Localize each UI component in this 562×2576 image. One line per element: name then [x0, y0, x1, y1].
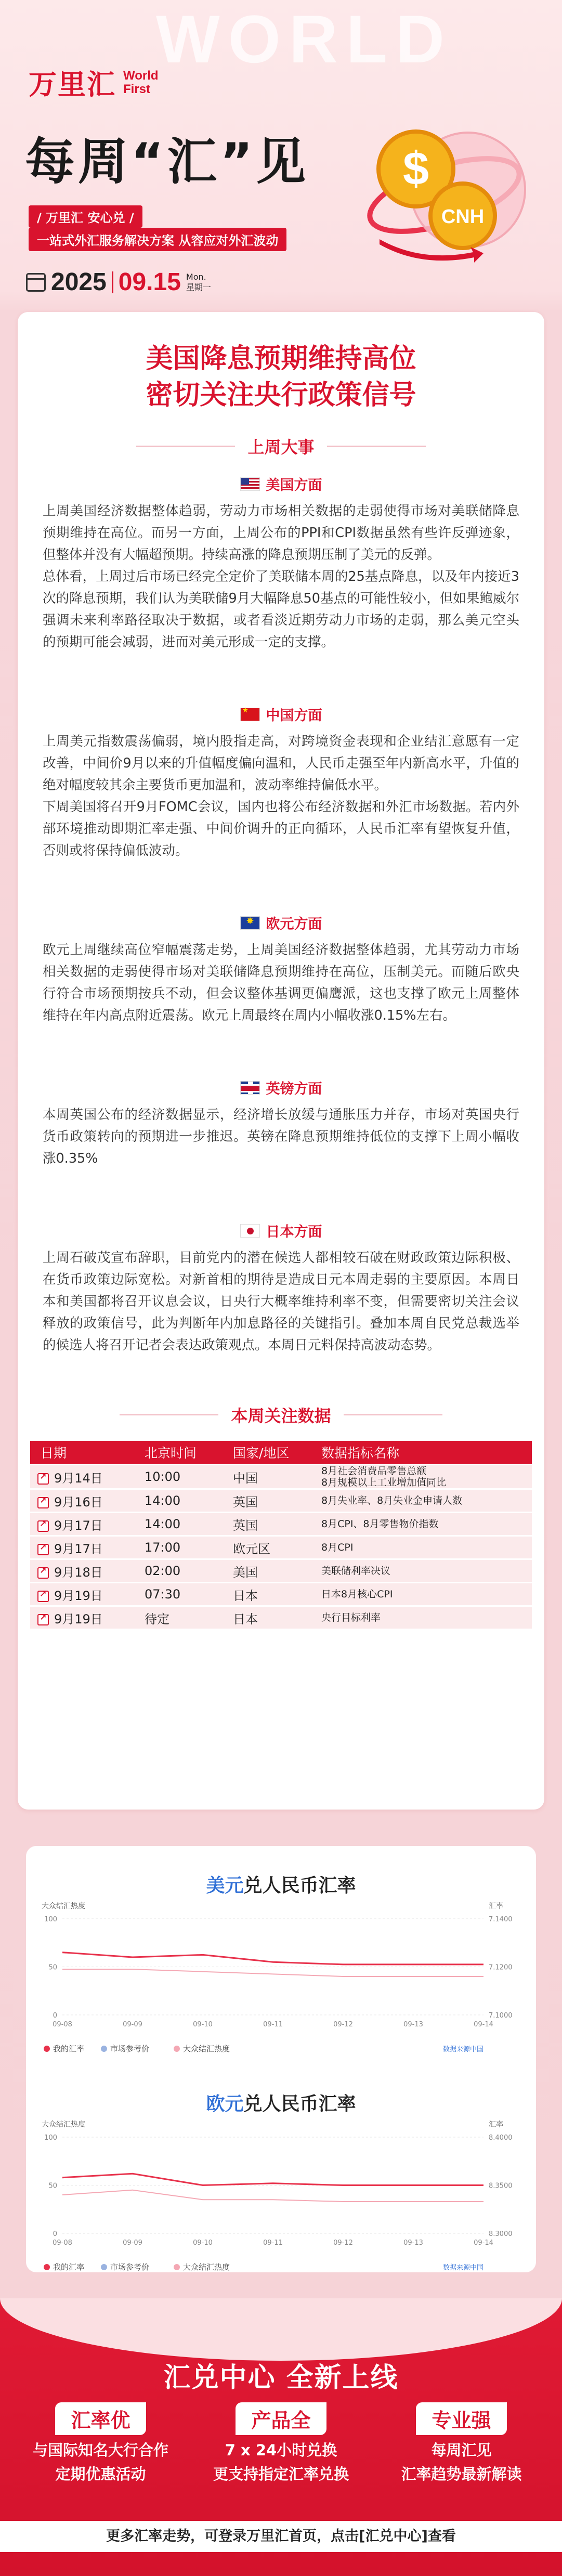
section-title-calendar: 本周关注数据	[18, 1403, 544, 1427]
x-tick-label: 09-12	[333, 2021, 353, 2028]
cn-flag-icon	[240, 708, 260, 721]
page-title: 每周“汇”见	[25, 133, 309, 191]
table-row: ↗9月17日 14:00 英国 8月CPI、8月零售物价指数	[30, 1513, 532, 1535]
region-jp: 日本方面 上周石破茂宣布辞职，目前党内的潜在候选人都相较石破在财政政策边际积极、在货币政策边际宽松。对新首相的期待是造成日元本周走弱的主要原因。本周日本和美国都将召开议息会议，日央行大概率维持利率不变，但需要密切关注会议释放的政策信号，此为判断年内加息路径的关键指引。叠加本周自民党总裁选举的候选人将召开记者会表达政策观点。本周日元料保持高波动态势。	[18, 1220, 544, 1356]
right-tick-label: 7.1200	[489, 1963, 513, 1972]
issue-date	[26, 268, 211, 296]
usd-cny-chart	[26, 1898, 536, 2064]
worldfirst-logo	[29, 62, 159, 102]
date-divider	[112, 271, 113, 293]
region-us-paragraph-1: 上周美国经济数据整体趋弱，劳动力市场相关数据的走弱使得市场对美联储降息预期维持在高位。而另一方面，上周公布的PPI和CPI数据虽然有些许反弹迹象，但整体并没有大幅超预期。持续高涨的降息预期压制了美元的反弹。	[43, 503, 519, 563]
currency-coins-illustration	[359, 112, 530, 268]
legend-marker	[174, 2264, 180, 2270]
series-line-1	[62, 2190, 483, 2202]
legend-label: 大众结汇热度	[183, 2262, 230, 2272]
x-tick-label: 09-12	[333, 2239, 353, 2247]
x-tick-label: 09-11	[263, 2021, 283, 2028]
x-tick-label: 09-10	[193, 2239, 213, 2247]
chart-trend-icon	[37, 1473, 49, 1485]
x-tick-label: 09-14	[474, 2021, 493, 2028]
logo-cn: 万里汇	[29, 68, 116, 101]
eu-flag-icon	[240, 916, 260, 930]
right-tick-label: 7.1400	[489, 1916, 513, 1923]
chart-trend-icon	[37, 1497, 49, 1508]
feature-product: 产品全 7 x 24小时兑换 更支持指定汇率兑换	[195, 2402, 367, 2486]
left-tick-label: 100	[44, 2134, 57, 2142]
promo-footer	[0, 2298, 562, 2576]
x-tick-label: 09-09	[123, 2021, 142, 2028]
left-tick-label: 50	[48, 1963, 57, 1972]
table-row: ↗9月14日 10:00 中国 8月社会消费品零售总额 8月规模以上工业增加值同比	[30, 1465, 532, 1488]
region-uk-paragraph-1: 本周英国公布的经济数据显示，经济增长放缓与通胀压力并存，市场对英国央行货币政策转向的预期进一步推迟。英镑在降息预期维持低位的支撑下上周小幅收涨0.35%	[43, 1107, 519, 1166]
eur-chart-title: 欧元兑人民币汇率	[206, 2093, 356, 2115]
section-title-last-week: 上周大事	[18, 434, 544, 458]
x-tick-label: 09-14	[474, 2239, 493, 2247]
issue-month-day: 09.15	[118, 268, 181, 296]
legend-label: 市场参考价	[110, 2262, 150, 2272]
legend-label: 我的汇率	[53, 2044, 85, 2053]
chart-trend-icon	[37, 1591, 49, 1602]
table-body	[30, 1465, 532, 1629]
region-cn: ★ 中国方面 上周美元指数震荡偏弱，境内股指走高，对跨境资金表现和企业结汇意愿有一定改善，中间价9月以来的升值幅度偏向温和，人民币走强至年内新高水平，升值的绝对幅度较其余主要货币更加温和，波动率维持偏低水平。 下周美国将召开9月FOMC会议，国内也将公布经济数据和外汇市场数据。若内外部环境推动即期汇率走强、中间价调升的正向循环，人民币汇率有望恢复升值，否则或将保持偏低波动。	[18, 704, 544, 862]
uk-flag-icon	[240, 1081, 260, 1095]
x-tick-label: 09-08	[53, 2021, 72, 2028]
x-tick-label: 09-13	[403, 2021, 423, 2028]
legend-marker	[44, 2046, 50, 2052]
right-axis-label: 汇率	[489, 1902, 503, 1910]
slogan-tag: / 万里汇 安心兑 /	[29, 205, 142, 228]
legend-label: 市场参考价	[110, 2044, 150, 2053]
promo-headline: 汇兑中心 全新上线	[163, 2362, 399, 2393]
usd-chart-title: 美元兑人民币汇率	[206, 1875, 356, 1896]
series-line-1	[62, 1969, 483, 1976]
chart-trend-icon	[37, 1520, 49, 1532]
footer-note: 更多汇率走势，可登录万里汇首页，点击[汇兑中心]查看	[0, 2521, 562, 2552]
x-tick-label: 09-10	[193, 2021, 213, 2028]
subtitle-tag: 一站式外汇服务解决方案 从容应对外汇波动	[29, 228, 286, 251]
legend-marker	[101, 2046, 107, 2052]
x-tick-label: 09-08	[53, 2239, 72, 2247]
legend-marker	[101, 2264, 107, 2270]
series-line-0	[62, 1953, 483, 1964]
right-tick-label: 8.3500	[489, 2182, 513, 2190]
left-tick-label: 0	[53, 2230, 57, 2238]
chart-trend-icon	[37, 1614, 49, 1625]
region-us: 美国方面 上周美国经济数据整体趋弱，劳动力市场相关数据的走弱使得市场对美联储降息预期维持在高位。而另一方面，上周公布的PPI和CPI数据虽然有些许反弹迹象，但整体并没有大幅超预期。持续高涨的降息预期压制了美元的反弹。 总体看，上周过后市场已经完全定价了美联储本周的25基点降息，以及年内接近3次的降息预期，我们认为美联储9月大幅降息50基点的可能性较小，但如果鲍威尔强调未来利率路径取决于数据，或者看淡近期劳动力市场的走弱，那么美元空头的预期可能会减弱，进而对美元形成一定的支撑。	[18, 474, 544, 653]
region-eu-paragraph-1: 欧元上周继续高位窄幅震荡走势，上周美国经济数据整体趋弱，尤其劳动力市场相关数据的走弱使得市场对美联储降息预期维持在高位，压制美元。而随后欧央行符合市场预期按兵不动，但会议整体基调更偏鹰派，这也支撑了欧元上周整体维持在年内高点附近震荡。欧元上周最终在周内小幅收涨0.15%左右。	[43, 942, 519, 1023]
article-headline: 美国降息预期维持高位 密切关注央行政策信号	[146, 343, 416, 411]
legend-label: 大众结汇热度	[183, 2044, 230, 2053]
us-flag-icon	[240, 477, 260, 491]
right-tick-label: 8.3000	[489, 2230, 513, 2238]
exchange-rate-charts	[26, 1846, 536, 2272]
svg-text:CNH: CNH	[441, 206, 485, 228]
region-jp-paragraph-1: 上周石破茂宣布辞职，目前党内的潜在候选人都相较石破在财政政策边际积极、在货币政策边际宽松。对新首相的期待是造成日元本周走弱的主要原因。本周日本和美国都将召开议息会议，日央行大概率维持利率不变，但需要密切关注会议释放的政策信号，此为判断年内加息路径的关键指引。叠加本周自民党总裁选举的候选人将召开记者会表达政策观点。本周日元料保持高波动态势。	[43, 1250, 519, 1353]
header	[0, 0, 562, 312]
region-cn-paragraph-2: 下周美国将召开9月FOMC会议，国内也将公布经济数据和外汇市场数据。若内外部环境推动即期汇率走强、中间价调升的正向循环，人民币汇率有望恢复升值，否则或将保持偏低波动。	[43, 799, 519, 858]
data-source-label: 数据来源中国	[442, 2264, 483, 2272]
x-tick-label: 09-13	[403, 2239, 423, 2247]
promo-features	[0, 2402, 562, 2486]
table-row: ↗9月19日 待定 日本 央行目标利率	[30, 1607, 532, 1629]
right-axis-label: 汇率	[489, 2120, 503, 2129]
left-axis-label: 大众结汇热度	[42, 2120, 85, 2129]
data-calendar-table	[30, 1439, 532, 1630]
feature-rate: 汇率优 与国际知名大行合作 定期优惠活动	[15, 2402, 187, 2486]
article-card	[18, 312, 544, 1810]
watermark-text: WORLD	[156, 1, 453, 77]
svg-text:$: $	[402, 143, 429, 195]
legend-marker	[174, 2046, 180, 2052]
col-region: 国家/地区	[223, 1441, 311, 1464]
table-row: ↗9月16日 14:00 英国 8月失业率、8月失业金申请人数	[30, 1490, 532, 1512]
issue-year: 2025	[51, 268, 107, 296]
region-eu: ✸ 欧元方面 欧元上周继续高位窄幅震荡走势，上周美国经济数据整体趋弱，尤其劳动力市场相关数据的走弱使得市场对美联储降息预期维持在高位，压制美元。而随后欧央行符合市场预期按兵不动，但会议整体基调更偏鹰派，这也支撑了欧元上周整体维持在年内高点附近震荡。欧元上周最终在周内小幅收涨0.15%左右。	[18, 913, 544, 1026]
series-line-0	[62, 2174, 483, 2185]
col-indicator: 数据指标名称	[311, 1441, 532, 1464]
table-row: ↗9月18日 02:00 美国 美联储利率决议	[30, 1560, 532, 1582]
table-row: ↗9月19日 07:30 日本 日本8月核心CPI	[30, 1583, 532, 1605]
region-uk: 英镑方面 本周英国公布的经济数据显示，经济增长放缓与通胀压力并存，市场对英国央行货币政策转向的预期进一步推迟。英镑在降息预期维持低位的支撑下上周小幅收涨0.35%	[18, 1077, 544, 1169]
legend-label: 我的汇率	[53, 2262, 85, 2272]
issue-weekday: Mon. 星期一	[186, 271, 211, 292]
feature-expertise: 专业强 每周汇见 汇率趋势最新解读	[376, 2402, 547, 2486]
left-axis-label: 大众结汇热度	[42, 1902, 85, 1910]
x-tick-label: 09-11	[263, 2239, 283, 2247]
logo-en: World First	[123, 68, 159, 96]
chart-trend-icon	[37, 1567, 49, 1579]
calendar-icon	[26, 273, 46, 292]
table-row: ↗9月17日 17:00 欧元区 8月CPI	[30, 1537, 532, 1558]
left-tick-label: 100	[44, 1916, 57, 1923]
table-header-row	[30, 1441, 532, 1464]
col-date: 日期	[30, 1441, 134, 1464]
eur-cny-chart	[26, 2116, 536, 2283]
right-tick-label: 8.4000	[489, 2134, 513, 2142]
chart-trend-icon	[37, 1544, 49, 1555]
legend-marker	[44, 2264, 50, 2270]
region-cn-paragraph-1: 上周美元指数震荡偏弱，境内股指走高，对跨境资金表现和企业结汇意愿有一定改善，中间价9月以来的升值幅度偏向温和，人民币走强至年内新高水平，升值的绝对幅度较其余主要货币更加温和，波动率维持偏低水平。	[43, 734, 519, 793]
x-tick-label: 09-09	[123, 2239, 142, 2247]
left-tick-label: 50	[48, 2182, 57, 2190]
region-us-paragraph-2: 总体看，上周过后市场已经完全定价了美联储本周的25基点降息，以及年内接近3次的降息预期，我们认为美联储9月大幅降息50基点的可能性较小，但如果鲍威尔强调未来利率路径取决于数据，或者看淡近期劳动力市场的走弱，那么美元空头的预期可能会减弱，进而对美元形成一定的支撑。	[43, 569, 519, 650]
data-source-label: 数据来源中国	[442, 2046, 483, 2053]
right-tick-label: 7.1000	[489, 2012, 513, 2020]
jp-flag-icon	[240, 1224, 260, 1238]
col-time: 北京时间	[134, 1441, 223, 1464]
left-tick-label: 0	[53, 2012, 57, 2020]
